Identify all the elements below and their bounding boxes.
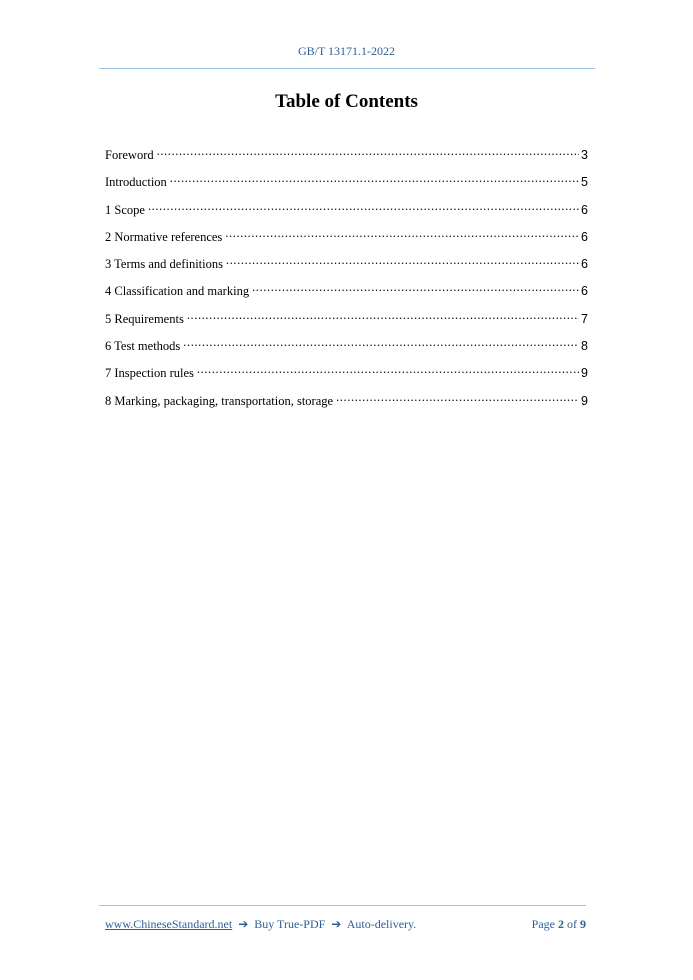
toc-entry-test-methods[interactable] (105, 335, 588, 362)
page-indicator (532, 917, 586, 932)
toc-entry-page: 6 (581, 257, 588, 272)
toc-entry-foreword[interactable] (105, 144, 588, 171)
toc-leader-dots (197, 362, 579, 377)
toc-entry-page: 6 (581, 229, 588, 244)
toc-leader-dots (157, 144, 579, 159)
toc-entry-label: 1 Scope (105, 202, 145, 217)
toc-entry-page: 6 (581, 202, 588, 217)
toc-entry-page: 9 (581, 393, 588, 408)
toc-entry-requirements[interactable] (105, 308, 588, 335)
toc-leader-dots (187, 308, 579, 323)
toc-entry-label: Foreword (105, 148, 154, 162)
page-title: Table of Contents (275, 91, 418, 112)
toc-entry-label: 7 Inspection rules (105, 366, 194, 381)
document-footer (105, 917, 586, 932)
page-word: Page (531, 917, 555, 931)
footer-promo (105, 917, 416, 932)
toc-entry-label: Introduction (105, 175, 167, 190)
of-word: of (567, 917, 577, 931)
toc-entry-label: 8 Marking, packaging, transportation, storage (105, 393, 334, 408)
total-page-number: 9 (580, 917, 586, 931)
toc-entry-label: 6 Test methods (105, 339, 181, 354)
arrow-right-icon: ➔ (238, 917, 249, 931)
website-link[interactable]: www.ChineseStandard.net (105, 917, 233, 931)
toc-leader-dots (225, 226, 579, 241)
toc-entry-normative-references[interactable] (105, 226, 588, 253)
toc-entry-page: 3 (581, 148, 588, 162)
toc-entry-label: 3 Terms and definitions (105, 257, 223, 272)
auto-delivery-text: Auto-delivery. (346, 917, 417, 931)
toc-entry-marking-packaging[interactable] (105, 390, 588, 417)
toc-entry-page: 5 (581, 175, 588, 190)
current-page-number: 2 (558, 917, 564, 931)
toc-leader-dots (226, 253, 579, 268)
footer-divider (99, 905, 586, 906)
toc-entry-inspection-rules[interactable] (105, 362, 588, 389)
toc-leader-dots (183, 335, 579, 350)
toc-leader-dots (148, 199, 579, 214)
toc-leader-dots (170, 171, 579, 186)
toc-entry-label: 5 Requirements (105, 311, 184, 326)
toc-leader-dots (252, 280, 579, 295)
arrow-right-icon: ➔ (331, 917, 342, 931)
document-header (0, 44, 693, 59)
buy-pdf-text: Buy True-PDF (254, 917, 326, 931)
toc-entry-scope[interactable] (105, 199, 588, 226)
toc-entry-page: 7 (581, 311, 588, 326)
toc-entry-classification-and-marking[interactable] (105, 280, 588, 307)
table-of-contents (105, 144, 588, 417)
toc-entry-label: 2 Normative references (105, 229, 223, 244)
toc-leader-dots (336, 390, 579, 405)
header-divider (99, 68, 595, 69)
toc-entry-page: 9 (581, 366, 588, 381)
toc-entry-introduction[interactable] (105, 171, 588, 198)
toc-entry-terms-and-definitions[interactable] (105, 253, 588, 280)
toc-entry-label: 4 Classification and marking (105, 284, 250, 299)
document-id: GB/T 13171.1-2022 (297, 44, 396, 58)
toc-entry-page: 6 (581, 284, 588, 299)
toc-entry-page: 8 (581, 339, 588, 354)
